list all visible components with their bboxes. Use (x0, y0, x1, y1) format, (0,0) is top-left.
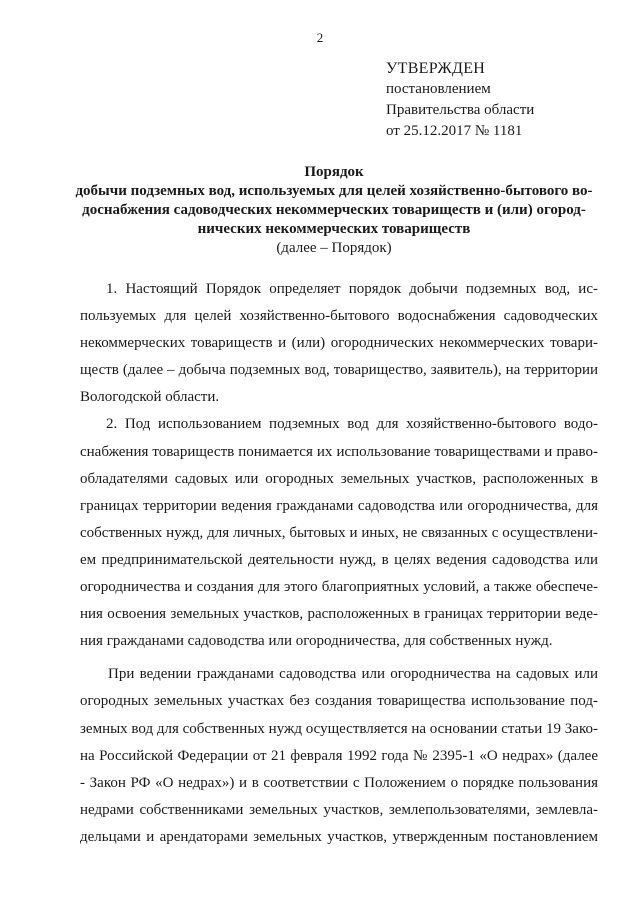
title-heading: Порядок (304, 164, 364, 180)
approval-date-number: от 25.12.2017 № 1181 (386, 123, 523, 139)
text-line: ния гражданами садоводства или огородничества, для собственных нужд. (80, 633, 553, 650)
title-line: нических некоммерческих товариществ (197, 221, 471, 237)
text-line: ния освоения земельных участков, расположенных в границах территории веде- (80, 606, 598, 623)
text-line: обладателями садовых или огородных земельных участков, расположенных в (80, 470, 598, 487)
text-line: на Российской Федерации от 21 февраля 1992 года № 2395-1 «О недрах» (далее (80, 747, 598, 764)
text-line: недрами собственниками земельных участков, землепользователями, землевла- (80, 801, 598, 818)
title-line: доснабжения садоводческих некоммерческих товариществ и (или) огород- (82, 202, 586, 218)
paragraph-1 (80, 276, 598, 411)
text-line: снабжения товариществ понимается их использование товариществами и право- (80, 443, 598, 460)
text-line: пользуемых для целей хозяйственно-бытового водоснабжения садоводческих (80, 308, 598, 325)
title-line: добычи подземных вод, используемых для целей хозяйственно-бытового во- (75, 183, 593, 199)
text-line: собственных нужд, для личных, бытовых и иных, не связанных с осуществлени- (80, 524, 598, 541)
text-line: ем предпринимательской деятельности нужд, в целях ведения садоводства или (80, 551, 598, 568)
text-line: границах территории ведения гражданами садоводства или огородничества, для (80, 497, 598, 514)
paragraph-2 (80, 411, 598, 655)
text-line: огородных земельных участках без создания товарищества использование под- (80, 693, 598, 710)
text-line: При ведении гражданами садоводства или огородничества на садовых или (108, 666, 598, 683)
approval-block (386, 58, 534, 142)
text-line: дельцами и арендаторами земельных участков, утвержденным постановлением (80, 828, 598, 845)
approval-heading: УТВЕРЖДЕН (386, 60, 486, 77)
text-line: ществ (далее – добыча подземных вод, товарищество, заявитель), на территории (80, 362, 598, 379)
text-line: огородничества и создания для этого благоприятных условий, а также обеспече- (80, 579, 598, 596)
text-line: - Закон РФ «О недрах») и в соответствии с Положением о порядке пользования (80, 774, 598, 791)
document-title (70, 163, 598, 258)
page-number: 2 (316, 30, 324, 45)
paragraph-3 (80, 661, 598, 851)
title-abbreviation: (далее – Порядок) (276, 240, 392, 256)
document-body (80, 276, 598, 851)
approval-line: Правительства области (386, 102, 535, 118)
text-line: некоммерческих товариществ и (или) огороднических некоммерческих товари- (80, 335, 598, 352)
approval-line: постановлением (386, 81, 491, 97)
text-line: 1. Настоящий Порядок определяет порядок добычи подземных вод, ис- (106, 281, 598, 297)
text-line: Вологодской области. (80, 389, 220, 406)
text-line: земных вод для собственных нужд осуществляется на основании статьи 19 Зако- (80, 720, 598, 737)
text-line: 2. Под использованием подземных вод для хозяйственно-бытового водо- (106, 416, 598, 433)
